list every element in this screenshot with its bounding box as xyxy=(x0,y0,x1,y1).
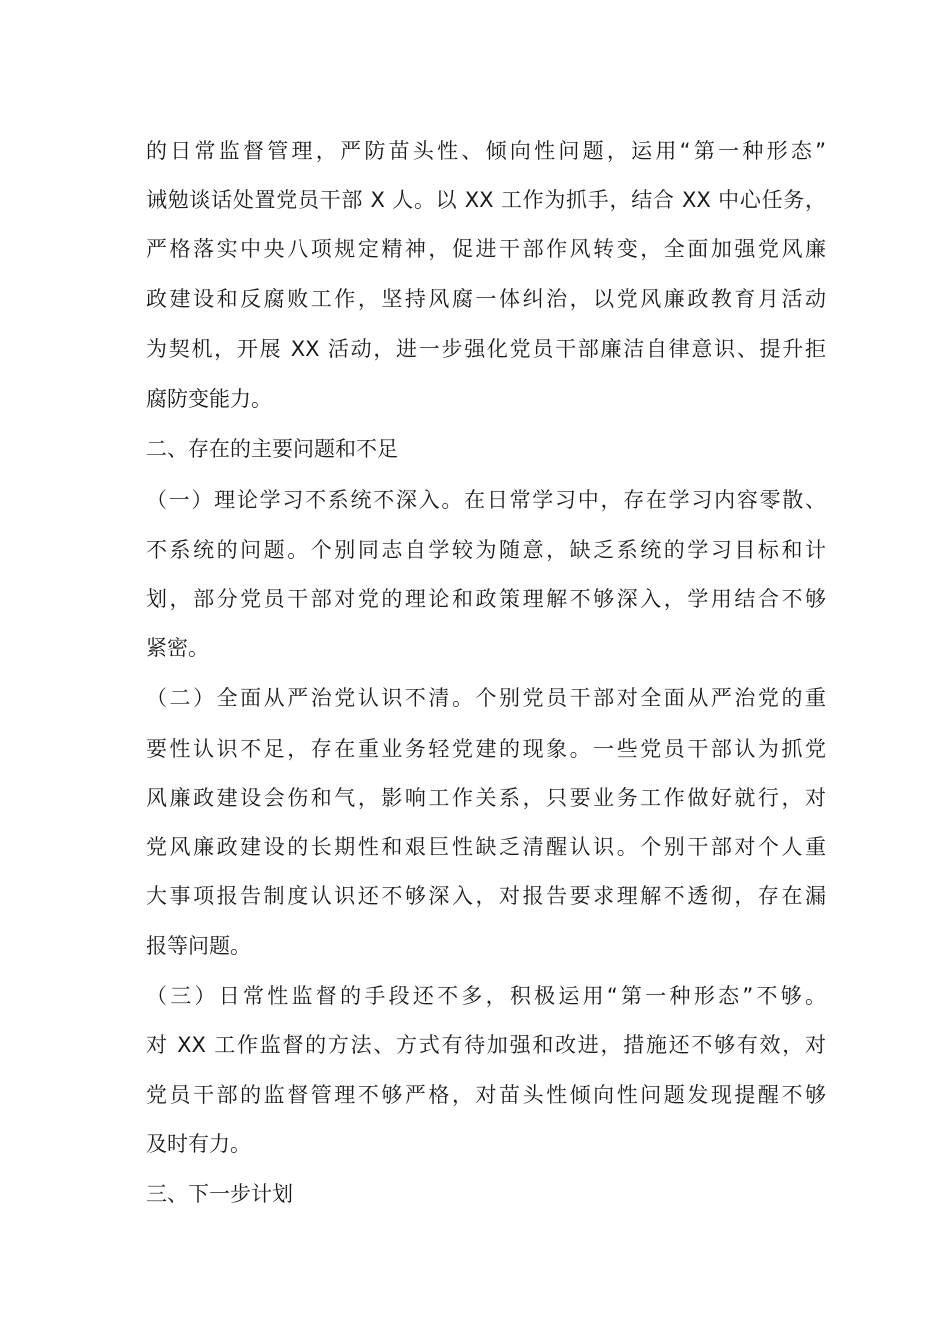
body-line: 为契机，开展 XX 活动，进一步强化党员干部廉洁自律意识、提升拒 xyxy=(146,337,826,361)
body-line: 及时有力。 xyxy=(146,1132,251,1156)
body-line: 党风廉政建设的长期性和艰巨性缺乏清醒认识。个别干部对个人重 xyxy=(146,835,826,859)
body-line: 要性认识不足，存在重业务轻党建的现象。一些党员干部认为抓党 xyxy=(146,737,826,761)
body-line: 划，部分党员干部对党的理论和政策理解不够深入，学用结合不够 xyxy=(146,587,826,611)
body-line: 对 XX 工作监督的方法、方式有待加强和改进，措施还不够有效，对 xyxy=(146,1033,826,1057)
body-line: 紧密。 xyxy=(146,636,209,660)
body-line: 政建设和反腐败工作，坚持风腐一体纠治，以党风廉政教育月活动 xyxy=(146,287,826,311)
body-line: （一）理论学习不系统不深入。在日常学习中，存在学习内容零散、 xyxy=(146,488,826,512)
body-line: 不系统的问题。个别同志自学较为随意，缺乏系统的学习目标和计 xyxy=(146,538,826,562)
body-line: （二）全面从严治党认识不清。个别党员干部对全面从严治党的重 xyxy=(146,686,826,710)
body-line: 党员干部的监督管理不够严格，对苗头性倾向性问题发现提醒不够 xyxy=(146,1083,826,1107)
body-line: 报等问题。 xyxy=(146,934,251,958)
body-line: 风廉政建设会伤和气，影响工作关系，只要业务工作做好就行，对 xyxy=(146,786,826,810)
body-line: 腐防变能力。 xyxy=(146,387,272,411)
body-line: 的日常监督管理，严防苗头性、倾向性问题，运用“第一种形态” xyxy=(146,139,826,163)
section-heading: 二、存在的主要问题和不足 xyxy=(146,437,398,461)
body-line: 大事项报告制度认识还不够深入，对报告要求理解不透彻，存在漏 xyxy=(146,884,826,908)
body-line: （三）日常性监督的手段还不多，积极运用“第一种形态”不够。 xyxy=(146,984,826,1008)
section-heading: 三、下一步计划 xyxy=(146,1182,293,1206)
body-line: 诫勉谈话处置党员干部 X 人。以 XX 工作为抓手，结合 XX 中心任务， xyxy=(146,188,826,212)
body-line: 严格落实中央八项规定精神，促进干部作风转变，全面加强党风廉 xyxy=(146,237,826,261)
